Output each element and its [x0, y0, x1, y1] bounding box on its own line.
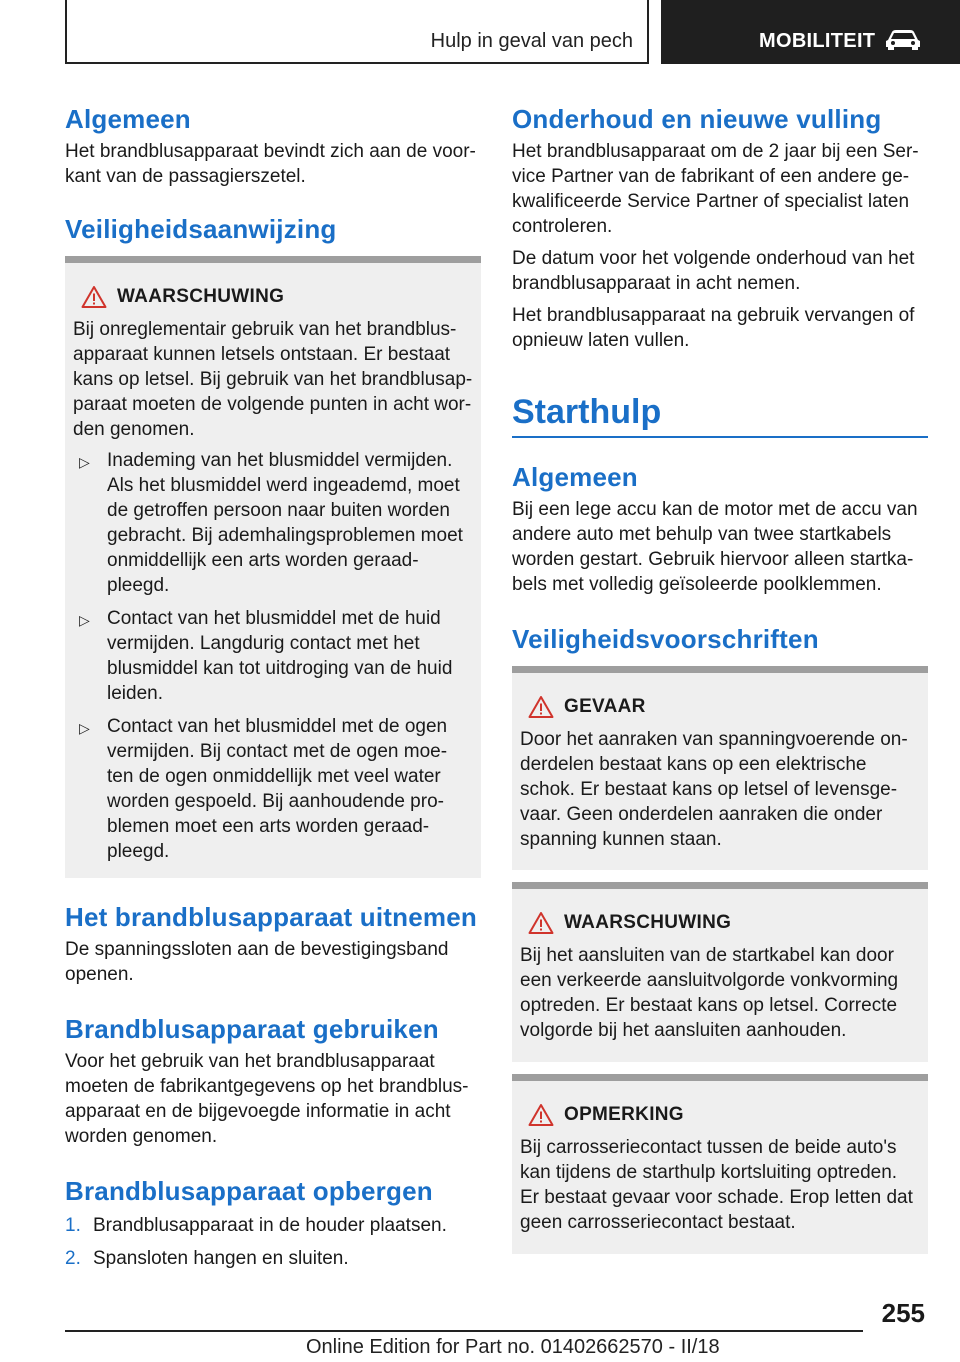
- triangle-bullet-icon: ▷: [79, 720, 90, 736]
- onderhoud-text-2: De datum voor het volgende onderhoud van het brandblusapparaat in acht nemen.: [512, 248, 915, 295]
- car-icon: [884, 28, 922, 50]
- warning-box-extinguisher: [65, 256, 481, 878]
- notice-header: [520, 1101, 920, 1129]
- danger-label: GEVAAR: [564, 696, 646, 717]
- warning-header: [73, 283, 473, 311]
- heading-algemeen-starthulp: Algemeen: [512, 462, 638, 492]
- section-algemeen: [65, 104, 481, 189]
- onderhoud-text-3: Het brandblusapparaat na gebruik vervangen of opnieuw laten vullen.: [512, 305, 915, 352]
- heading-gebruiken: Brandblusapparaat gebruiken: [65, 1014, 439, 1044]
- section-voorschriften: [512, 624, 928, 655]
- triangle-bullet-icon: ▷: [79, 612, 90, 628]
- warning-text: Bij het aansluiten van de startkabel kan door een verkeerde aansluitvolgorde vonkvorming optreden. Er bestaat kans op letsel. Correcte volgorde bij het aansluiten aanhouden.: [520, 945, 899, 1041]
- onderhoud-text-1: Het brandblusapparaat om de 2 jaar bij een Ser-vice Partner van de fabrikant of een andere ge-kwalificeerde Service Partner of specialist laten controleren.: [512, 141, 919, 238]
- warning-triangle-icon: [526, 695, 556, 719]
- notice-text: Bij carrosseriecontact tussen de beide auto's kan tijdens de starthulp kortsluiting optreden. Er bestaat gevaar voor schade. Erop letten dat geen carrosseriecontact bestaat.: [520, 1137, 913, 1233]
- opbergen-steps: [65, 1213, 481, 1271]
- heading-starthulp: Starthulp: [512, 393, 662, 431]
- section-veiligheid: [65, 214, 481, 245]
- list-item: ▷ Contact van het blusmiddel met de ogen vermijden. Bij contact met de ogen moe-ten de ogen onmiddellijk met veel water worden gespoeld. Bij aanhoudende pro-blemen moet een arts worden geraad-pleegd.: [79, 716, 448, 862]
- warning-label: WAARSCHUWING: [564, 912, 732, 933]
- warning-box-startkabel: [512, 882, 928, 1062]
- triangle-bullet-icon: ▷: [79, 454, 90, 470]
- notice-label: OPMERKING: [564, 1104, 684, 1125]
- section-gebruiken: [65, 1014, 481, 1149]
- list-item: 2. Spansloten hangen en sluiten.: [65, 1248, 349, 1270]
- warning-text: Bij onreglementair gebruik van het brandblus-apparaat kunnen letsels ontstaan. Er bestaat kans op letsel. Bij gebruik van het brandblusap-paraat moeten de volgende punten in acht wor-den genomen.: [73, 319, 473, 440]
- header-section-title: Hulp in geval van pech: [430, 30, 633, 52]
- heading-onderhoud: Onderhoud en nieuwe vulling: [512, 104, 882, 134]
- heading-veiligheidsvoorschriften: Veiligheidsvoorschriften: [512, 624, 819, 654]
- warning-label: WAARSCHUWING: [117, 286, 285, 307]
- section-algemeen-starthulp: [512, 462, 928, 597]
- algemeen-text: Het brandblusapparaat bevindt zich aan de voor-kant van de passagierszetel.: [65, 141, 476, 188]
- starthulp-divider: [512, 436, 928, 438]
- footer-divider: [65, 1330, 863, 1332]
- warning-bullet-list: [73, 448, 473, 864]
- heading-algemeen: Algemeen: [65, 104, 191, 134]
- list-item: 1. Brandblusapparaat in de houder plaatsen.: [65, 1215, 447, 1237]
- warning-triangle-icon: [526, 1103, 556, 1127]
- list-item: ▷ Contact van het blusmiddel met de huid vermijden. Langdurig contact met het blusmiddel kan tot uitdroging van de huid leiden.: [79, 608, 453, 704]
- warning-triangle-icon: [79, 285, 109, 309]
- page-number: 255: [881, 1298, 925, 1328]
- section-opbergen: [65, 1176, 481, 1279]
- uitnemen-text: De spanningssloten aan de bevestigingsband openen.: [65, 939, 449, 986]
- warning-triangle-icon: [526, 911, 556, 935]
- section-onderhoud: [512, 104, 928, 353]
- heading-opbergen: Brandblusapparaat opbergen: [65, 1176, 433, 1206]
- gebruiken-text: Voor het gebruik van het brandblusapparaat moeten de fabrikantgegevens op het brandblus-apparaat en de bijgevoegde informatie in acht worden genomen.: [65, 1051, 469, 1148]
- danger-text: Door het aanraken van spanningvoerende on-derdelen bestaat kans op een elektrische schok. Er bestaat kans op letsel of levensge-vaar. Geen onderdelen aanraken die onder spanning kunnen staan.: [520, 729, 908, 850]
- notice-box: [512, 1074, 928, 1254]
- danger-box: [512, 666, 928, 870]
- header-chapter-label: MOBILITEIT: [759, 30, 876, 52]
- heading-uitnemen: Het brandblusapparaat uitnemen: [65, 902, 477, 932]
- danger-header: [520, 693, 920, 721]
- algemeen-starthulp-text: Bij een lege accu kan de motor met de accu van andere auto met behulp van twee startkabels worden gestart. Gebruik hiervoor alleen startka-bels met volledig geïsoleerde poolklemmen.: [512, 499, 918, 596]
- footer-edition: Online Edition for Part no. 01402662570 - II/18: [306, 1336, 720, 1358]
- warning-header: [520, 909, 920, 937]
- section-starthulp: [512, 392, 928, 433]
- list-item: ▷ Inademing van het blusmiddel vermijden. Als het blusmiddel werd ingeademd, moet de getroffen persoon naar buiten worden gebracht. Bij ademhalingsproblemen moet onmiddellijk een arts worden geraad-pleegd.: [79, 450, 463, 596]
- header-section-box: [65, 0, 649, 64]
- heading-veiligheidsaanwijzing: Veiligheidsaanwijzing: [65, 214, 337, 244]
- section-uitnemen: [65, 902, 481, 987]
- header-chapter-tab: [661, 0, 960, 64]
